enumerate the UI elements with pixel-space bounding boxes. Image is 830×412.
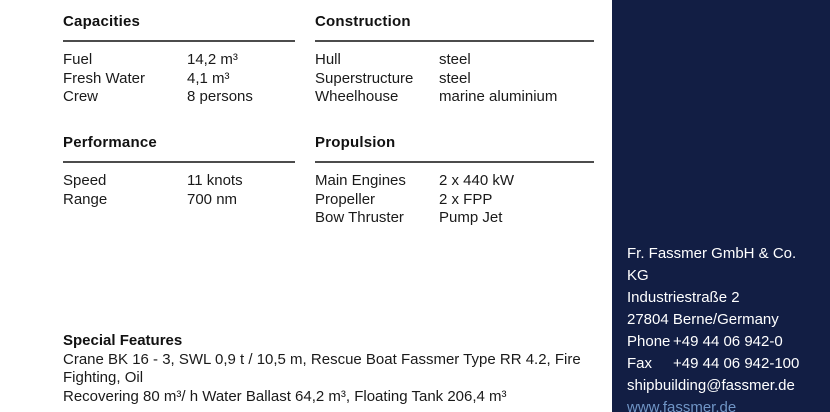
spec-value: 11 knots (187, 172, 243, 189)
spec-label: Range (63, 190, 108, 208)
contact-block (627, 243, 822, 412)
table-row (315, 209, 594, 228)
spec-label: Speed (63, 172, 107, 189)
table-row (63, 172, 295, 191)
spec-table (315, 172, 594, 228)
section-title: Capacities (63, 13, 141, 30)
section-special-features (63, 332, 611, 406)
table-row (63, 70, 295, 89)
spec-value: steel (439, 69, 471, 87)
section-divider (63, 40, 295, 42)
section-divider (315, 40, 594, 42)
spec-value: Pump Jet (439, 209, 503, 226)
sidebar (612, 0, 830, 412)
phone-number: +49 44 06 942-0 (673, 333, 783, 350)
table-row (315, 88, 594, 107)
phone-label: Phone (627, 333, 671, 350)
spec-label: Fuel (63, 51, 93, 68)
spec-value: 2 x 440 kW (439, 172, 515, 189)
table-row (315, 70, 594, 89)
fax-number: +49 44 06 942-100 (673, 355, 800, 372)
table-row (315, 172, 594, 191)
address-city: 27804 Berne/Germany (627, 311, 779, 328)
table-row (63, 88, 295, 107)
fax-row (627, 353, 822, 375)
section-title: Construction (315, 13, 411, 30)
spec-label: Wheelhouse (315, 88, 399, 105)
section-divider (63, 161, 295, 163)
section-divider (315, 161, 594, 163)
spec-value: 14,2 m³ (187, 51, 238, 68)
section-title: Propulsion (315, 134, 396, 151)
spec-table (63, 172, 295, 209)
spec-label: Crew (63, 88, 99, 105)
table-row (63, 191, 295, 210)
spec-value: 700 nm (187, 190, 238, 208)
address-street: Industriestraße 2 (627, 289, 740, 306)
section-construction (315, 13, 594, 107)
phone-row (627, 331, 822, 353)
spec-label: Hull (315, 51, 341, 68)
spec-table (63, 51, 295, 107)
special-features-line: Recovering 80 m³/ h Water Ballast 64,2 m³, Floating Tank 206,4 m³ (63, 387, 507, 405)
spec-label: Propeller (315, 190, 376, 208)
spec-label: Main Engines (315, 172, 406, 189)
table-row (315, 191, 594, 210)
spec-value: 4,1 m³ (187, 69, 230, 87)
spec-table (315, 51, 594, 107)
spec-value: 8 persons (187, 88, 253, 105)
fax-label: Fax (627, 355, 653, 372)
spec-value: steel (439, 51, 471, 68)
special-features-line: Crane BK 16 - 3, SWL 0,9 t / 10,5 m, Rescue Boat Fassmer Type RR 4.2, Fire Fighting, Oil (63, 350, 581, 386)
spec-value: 2 x FPP (439, 190, 493, 208)
table-row (315, 51, 594, 70)
section-title: Performance (63, 134, 157, 151)
website-link[interactable]: www.fassmer.de (627, 399, 737, 412)
spec-label: Superstructure (315, 69, 414, 87)
spec-value: marine aluminium (439, 88, 558, 105)
spec-label: Fresh Water (63, 69, 145, 87)
table-row (63, 51, 295, 70)
section-propulsion (315, 134, 594, 228)
special-features-title: Special Features (63, 332, 183, 349)
section-capacities (63, 13, 295, 107)
company-name: Fr. Fassmer GmbH & Co. KG (627, 245, 797, 284)
email-address: shipbuilding@fassmer.de (627, 377, 795, 394)
spec-label: Bow Thruster (315, 209, 404, 226)
section-performance (63, 134, 295, 209)
